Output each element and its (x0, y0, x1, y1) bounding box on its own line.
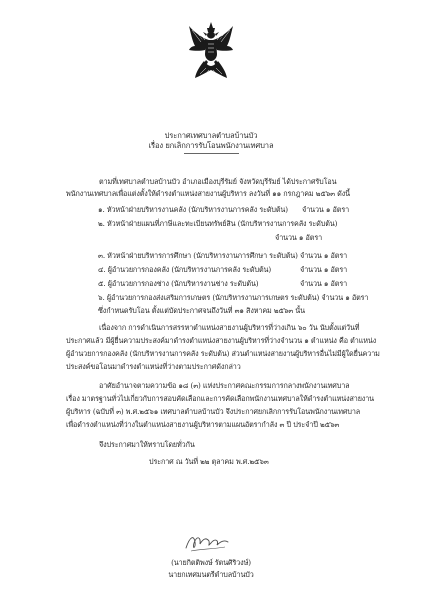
paragraph-2-line-2: ประกาศแล้ว มีผู้ยื่นความประสงค์มาดำรงตำแหน่งสายงานผู้บริหารที่ว่างจำนวน ๑ ตำแหน่ง คือ ตำแหน่ง (66, 336, 377, 345)
signatory-title: นายกเทศมนตรีตำบลบ้านบัว (168, 570, 254, 579)
paragraph-3-line-4: เพื่อดำรงตำแหน่งที่ว่างในตำแหน่งสายงานผู้บริหารตามแผนอัตรากำลัง ๓ ปี ประจำปี ๒๕๖๓ (66, 420, 340, 429)
intro-line-1: ตามที่เทศบาลตำบลบ้านบัว อำเภอเมืองบุรีรัมย์ จังหวัดบุรีรัมย์ ได้ประกาศรับโอน (99, 177, 337, 186)
position-item-5: ๕. ผู้อำนวยการกองช่าง (นักบริหารงานช่าง ระดับต้น) (98, 279, 259, 288)
position-count-5: จำนวน ๑ อัตรา (300, 279, 348, 288)
paragraph-3-line-1: อาศัยอำนาจตามความข้อ ๑๘ (๓) แห่งประกาศคณะกรรมการกลางพนักงานเทศบาล (99, 381, 350, 390)
announcement-org: ประกาศเทศบาลตำบลบ้านบัว (164, 131, 258, 140)
closing-statement: จึงประกาศมาให้ทราบโดยทั่วกัน (99, 440, 195, 449)
paragraph-3-line-3: ผู้บริหาร (ฉบับที่ ๓) พ.ศ.๒๕๖๑ เทศบาลตำบลบ้านบัว จึงประกาศยกเลิกการรับโอนพนักงานเทศบาล (66, 407, 361, 416)
position-item-1: ๑. หัวหน้าฝ่ายบริหารงานคลัง (นักบริหารงานการคลัง ระดับต้น) (98, 205, 288, 214)
position-item-2: ๒. หัวหน้าฝ่ายแผนที่ภาษีและทะเบียนทรัพย์สิน (นักบริหารงานการคลัง ระดับต้น) (98, 219, 338, 228)
signatory-name: (นายกิตติพงษ์ รัตนศิริวงษ์) (171, 558, 251, 567)
position-count-2: จำนวน ๑ อัตรา (275, 233, 323, 242)
paragraph-2-line-3: ผู้อำนวยการกองคลัง (นักบริหารงานการคลัง ระดับต้น) ส่วนตำแหน่งสายงานผู้บริหารอื่นไม่มีผู้ใดยื่นความ (66, 349, 380, 358)
garuda-emblem-icon (186, 20, 236, 82)
position-count-3: จำนวน ๑ อัตรา (300, 251, 348, 260)
position-closing-line: ซึ่งกำหนดรับโอน ตั้งแต่บัดประกาศจนถึงวันที่ ๓๑ สิงหาคม ๒๕๖๓ นั้น (98, 306, 305, 315)
announcement-subject: เรื่อง ยกเลิกการรับโอนพนักงานเทศบาล (148, 141, 274, 150)
position-count-1: จำนวน ๑ อัตรา (302, 205, 350, 214)
paragraph-3-line-2: เรื่อง มาตรฐานทั่วไปเกี่ยวกับการสอบคัดเลือกและการคัดเลือกพนักงานเทศบาลให้ดำรงตำแหน่งสายงาน (66, 394, 374, 403)
position-count-4: จำนวน ๑ อัตรา (300, 265, 348, 274)
title-divider (184, 153, 239, 154)
position-item-6: ๖. ผู้อำนวยการกองส่งเสริมการเกษตร (นักบริหารงานการเกษตร ระดับต้น) จำนวน ๑ อัตรา (98, 293, 369, 302)
announcement-date: ประกาศ ณ วันที่ ๒๒ ตุลาคม พ.ศ.๒๕๖๓ (149, 457, 269, 466)
handwritten-signature (183, 531, 231, 555)
intro-line-2: พนักงานเทศบาลเพื่อแต่งตั้งให้ดำรงตำแหน่งสายงานผู้บริหาร ลงวันที่ ๑๑ กรกฎาคม ๒๕๖๓ ดังนี้ (66, 189, 350, 198)
paragraph-2-line-4: ประสงค์ขอโอนมาดำรงตำแหน่งที่ว่างตามประกาศดังกล่าว (66, 362, 241, 371)
position-item-3: ๓. หัวหน้าฝ่ายบริหารการศึกษา (นักบริหารงานการศึกษา ระดับต้น) (98, 251, 298, 260)
paragraph-2-line-1: เนื่องจาก การดำเนินการสรรหาตำแหน่งสายงานผู้บริหารที่ว่างเกิน ๖๐ วัน นับตั้งแต่วันที่ (99, 323, 360, 332)
position-item-4: ๔. ผู้อำนวยการกองคลัง (นักบริหารงานการคลัง ระดับต้น) (98, 265, 272, 274)
